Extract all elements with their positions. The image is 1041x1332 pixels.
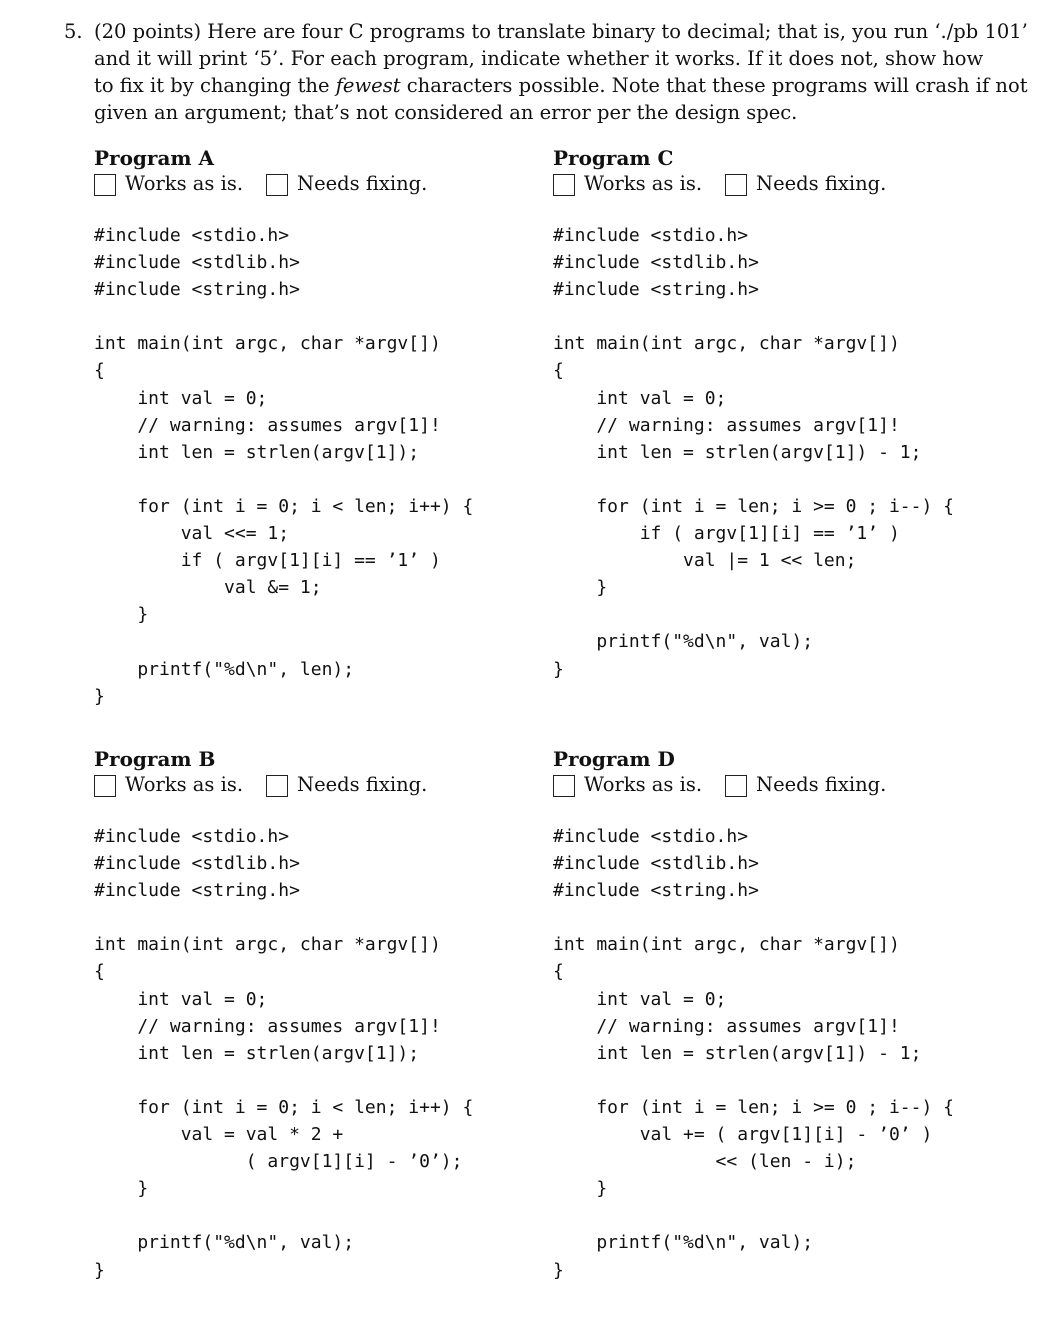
code-line: { [553,360,564,382]
code-line: #include <string.h> [553,880,759,902]
code-line: } [553,658,564,680]
program-c-title: Program C [553,146,674,170]
code-line: int len = strlen(argv[1]); [94,1042,420,1064]
program-d-works-checkbox[interactable] [553,775,575,797]
program-b-code [94,823,473,1284]
code-line: ( argv[1][i] - ’0’); [94,1151,463,1173]
code-line: #include <string.h> [94,880,300,902]
code-line: for (int i = 0; i < len; i++) { [94,1096,474,1118]
program-b-works-checkbox[interactable] [94,775,116,797]
code-line: #include <stdlib.h> [94,853,300,875]
code-line: val = val * 2 + [94,1124,344,1146]
program-d-code [553,823,954,1284]
code-line: printf("%d\n", val); [553,631,814,653]
program-c-fix-checkbox[interactable] [725,174,747,196]
code-line [553,303,954,330]
program-d-fix-label: Needs fixing. [756,773,887,796]
code-line: val <<= 1; [94,523,290,545]
code-line [94,628,473,655]
code-line: // warning: assumes argv[1]! [94,414,441,436]
code-line: #include <stdlib.h> [553,252,759,274]
code-line [94,1202,473,1229]
code-line [94,904,473,931]
code-line: #include <stdio.h> [94,826,290,847]
code-line: for (int i = len; i >= 0 ; i--) { [553,1096,954,1118]
code-line: int len = strlen(argv[1]); [94,441,420,463]
program-a-title: Program A [94,146,215,170]
code-line: #include <stdlib.h> [553,853,759,875]
code-line: #include <string.h> [553,279,759,301]
code-line: { [553,961,564,983]
code-line [553,904,954,931]
code-line: #include <string.h> [94,279,300,301]
code-line: int main(int argc, char *argv[]) [94,934,441,956]
code-line: int val = 0; [553,387,727,409]
code-line: } [94,1178,149,1200]
question-line-1: (20 points) Here are four C programs to translate binary to decimal; that is, you run ‘./pb 101’ [94,20,1028,43]
question-line-4: given an argument; that’s not considered an error per the design spec. [94,101,798,124]
code-line: // warning: assumes argv[1]! [553,414,900,436]
emphasis-fewest: fewest [335,74,401,97]
program-a-works-label: Works as is. [125,172,244,195]
program-c-fix-label: Needs fixing. [756,172,887,195]
code-line: int val = 0; [94,988,268,1010]
code-line: // warning: assumes argv[1]! [94,1015,441,1037]
code-line: val &= 1; [94,577,322,599]
code-line [553,601,954,628]
code-line: #include <stdio.h> [553,225,749,246]
code-line: int main(int argc, char *argv[]) [553,934,900,956]
program-a-code [94,222,473,710]
code-line: } [553,577,608,599]
code-line: { [94,360,105,382]
code-line: // warning: assumes argv[1]! [553,1015,900,1037]
code-line: << (len - i); [553,1151,857,1173]
code-line: printf("%d\n", val); [553,1232,814,1254]
code-line: } [94,1259,105,1281]
question-number: 5. [64,20,83,43]
code-line [94,303,473,330]
code-line: for (int i = 0; i < len; i++) { [94,495,474,517]
program-b-fix-checkbox[interactable] [266,775,288,797]
code-line: int len = strlen(argv[1]) - 1; [553,441,922,463]
code-line: if ( argv[1][i] == ’1’ ) [553,523,900,545]
code-line [94,1067,473,1094]
code-line: int val = 0; [94,387,268,409]
question-line-3: to fix it by changing the fewest characters possible. Note that these programs will crash if not [94,74,1028,97]
code-line: if ( argv[1][i] == ’1’ ) [94,550,441,572]
code-line: printf("%d\n", val); [94,1232,355,1254]
code-line: int val = 0; [553,988,727,1010]
code-line: } [94,685,105,707]
code-line: } [553,1259,564,1281]
program-a-fix-label: Needs fixing. [297,172,428,195]
program-c-works-label: Works as is. [584,172,703,195]
code-line: printf("%d\n", len); [94,658,355,680]
code-line: val += ( argv[1][i] - ’0’ ) [553,1124,933,1146]
code-line [94,466,473,493]
code-line: { [94,961,105,983]
program-a-fix-checkbox[interactable] [266,174,288,196]
code-line: int main(int argc, char *argv[]) [553,333,900,355]
code-line: #include <stdio.h> [94,225,290,246]
code-line: int len = strlen(argv[1]) - 1; [553,1042,922,1064]
program-d-fix-checkbox[interactable] [725,775,747,797]
program-a-works-checkbox[interactable] [94,174,116,196]
code-line: #include <stdlib.h> [94,252,300,274]
code-line: int main(int argc, char *argv[]) [94,333,441,355]
code-line: } [94,604,149,626]
code-line: #include <stdio.h> [553,826,749,847]
question-line-2: and it will print ‘5’. For each program, indicate whether it works. If it does not, show how [94,47,984,70]
code-line: for (int i = len; i >= 0 ; i--) { [553,495,954,517]
program-b-title: Program B [94,747,216,771]
program-b-works-label: Works as is. [125,773,244,796]
code-line [553,1202,954,1229]
program-b-fix-label: Needs fixing. [297,773,428,796]
program-c-works-checkbox[interactable] [553,174,575,196]
code-line: } [553,1178,608,1200]
code-line [553,466,954,493]
program-d-title: Program D [553,747,675,771]
program-c-code [553,222,954,683]
code-line: val |= 1 << len; [553,550,857,572]
program-d-works-label: Works as is. [584,773,703,796]
code-line [553,1067,954,1094]
